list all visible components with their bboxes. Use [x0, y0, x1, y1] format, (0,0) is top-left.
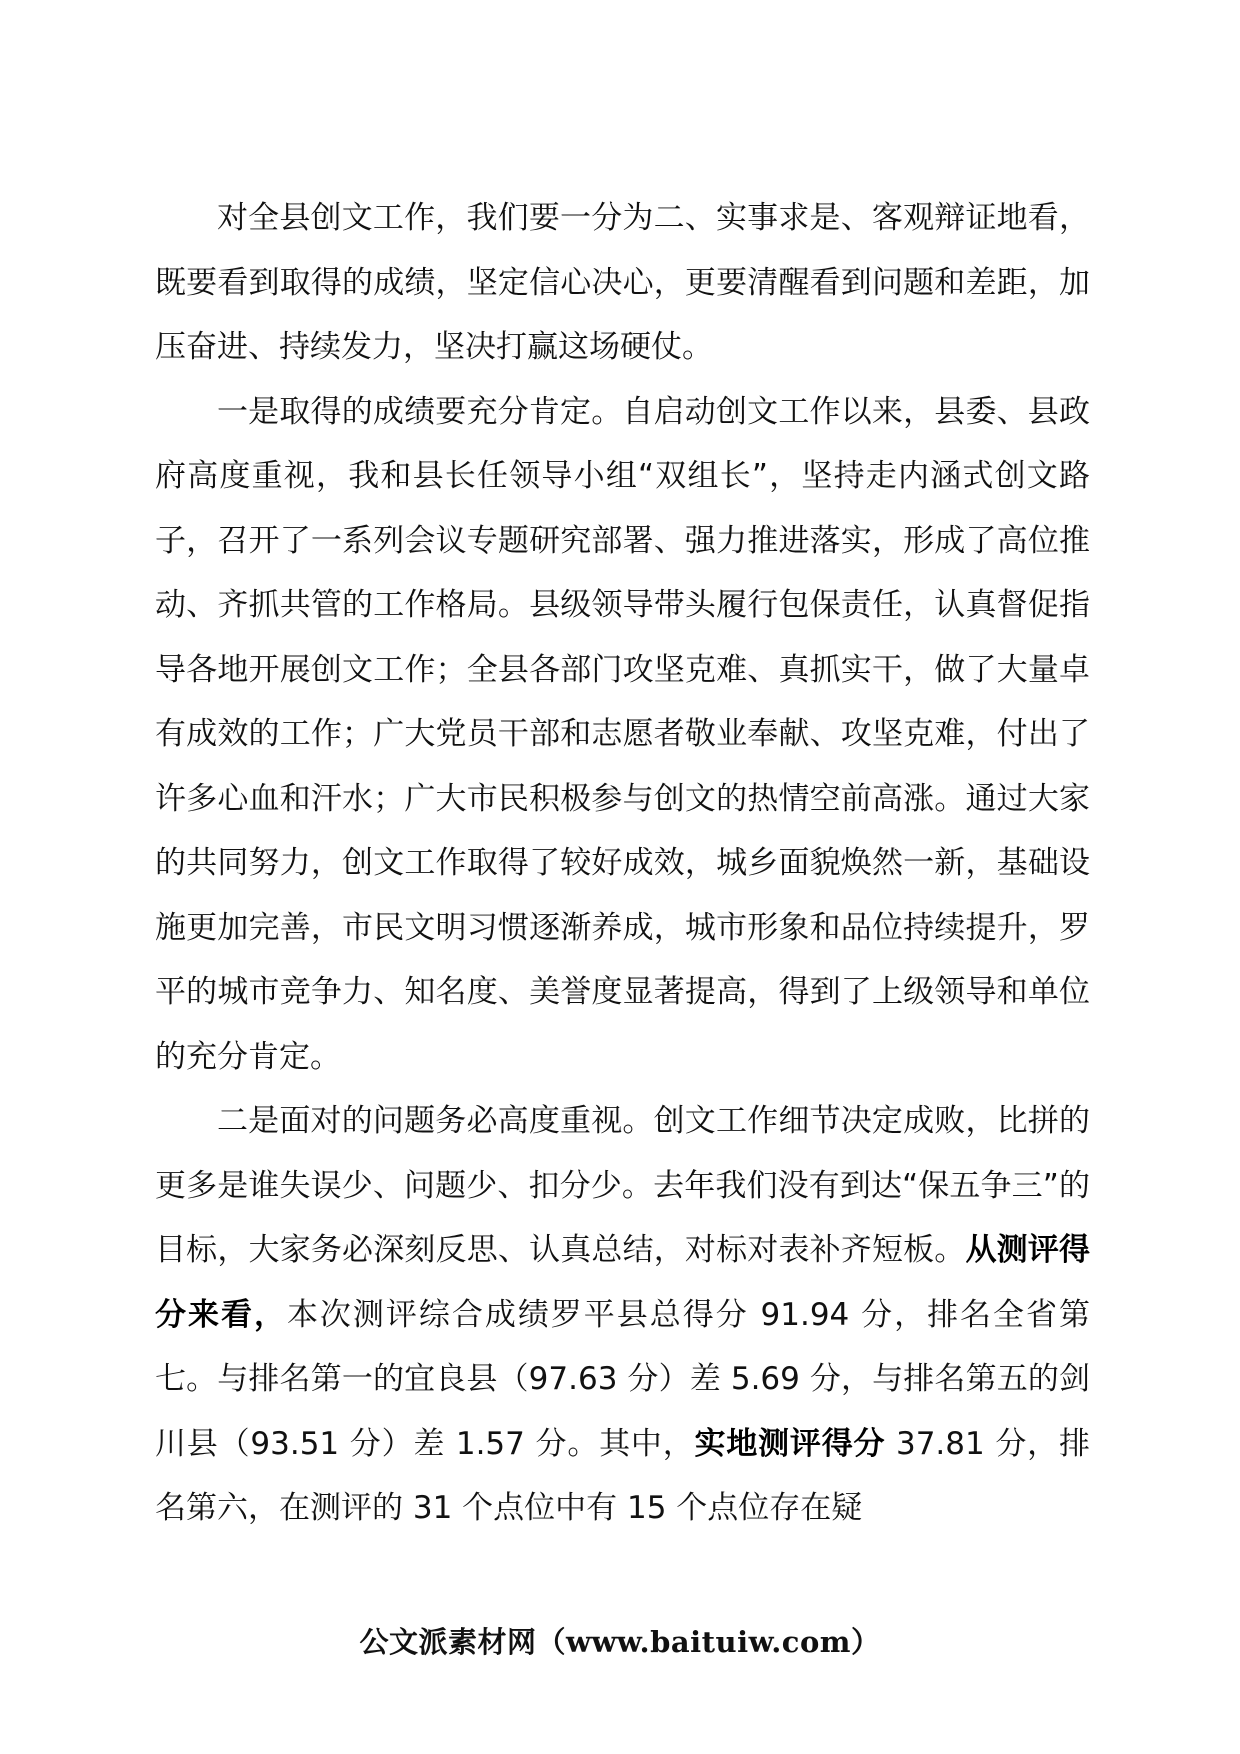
footer-source: 公文派素材网（www.baituiw.com）	[359, 1625, 881, 1659]
paragraph-problems-text-a: 二是面对的问题务必高度重视。创文工作细节决定成败，比拼的更多是谁失误少、问题少、扣分少。去年我们没有到达“保五争三”的目标，大家务必深刻反思、认真总结，对标对表补齐短板。	[155, 1103, 1090, 1268]
paragraph-problems-text-b: 本次测评综合成绩罗平县总得分 91.94 分，排名全省第七。与排名第一的宜良县（97.63 分）差 5.69 分，与排名第五的剑川县（93.51 分）差 1.57 分。其中，	[155, 1296, 1091, 1462]
bold-phrase-field-score: 实地测评得分	[694, 1425, 886, 1462]
document-body	[155, 186, 1090, 1541]
paragraph-intro: 对全县创文工作，我们要一分为二、实事求是、客观辩证地看，既要看到取得的成绩，坚定信心决心，更要清醒看到问题和差距，加压奋进、持续发力，坚决打赢这场硬仗。	[155, 200, 1090, 365]
paragraph-problems	[155, 1089, 1090, 1541]
paragraph-achievements: 一是取得的成绩要充分肯定。自启动创文工作以来，县委、县政府高度重视，我和县长任领导小组“双组长”，坚持走内涵式创文路子，召开了一系列会议专题研究部署、强力推进落实，形成了高位推动、齐抓共管的工作格局。县级领导带头履行包保责任，认真督促指导各地开展创文工作；全县各部门攻坚克难、真抓实干，做了大量卓有成效的工作；广大党员干部和志愿者敬业奉献、攻坚克难，付出了许多心血和汗水；广大市民积极参与创文的热情空前高涨。通过大家的共同努力，创文工作取得了较好成效，城乡面貌焕然一新，基础设施更加完善，市民文明习惯逐渐养成，城市形象和品位持续提升，罗平的城市竞争力、知名度、美誉度显著提高，得到了上级领导和单位的充分肯定。	[155, 393, 1090, 1075]
paragraph-problems-text-c: 37.81 分，排名第六，在测评的 31 个点位中有 15 个点位存在疑	[155, 1425, 1090, 1526]
bold-phrase-score-view: 从测评得分来看，	[155, 1232, 1091, 1333]
